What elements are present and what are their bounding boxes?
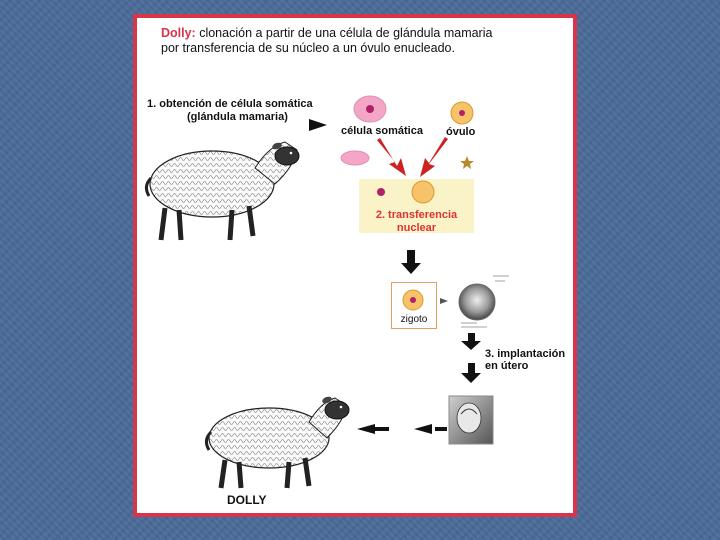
left-arrow-2 [357, 424, 375, 434]
step3-label: 3. implantación [485, 348, 566, 360]
removed-nucleus-icon [460, 156, 474, 169]
zygote-nucleus [410, 297, 416, 303]
somatic-cell-enucleated [341, 151, 369, 165]
donor-sheep-illustration [146, 141, 299, 240]
small-arrow [440, 298, 448, 304]
step3-sublabel: en útero [485, 360, 529, 372]
embryo-micrograph [459, 284, 495, 320]
somatic-nucleus [366, 105, 374, 113]
enucleated-ovule [412, 181, 434, 203]
ovule-nucleus [459, 110, 465, 116]
needle-arrow-right [420, 137, 448, 177]
diagram-graphics [137, 18, 573, 513]
step2-label: 2. transferencia [375, 209, 458, 221]
step2-sublabel: nuclear [396, 222, 437, 234]
title-line-1-text: clonación a partir de una célula de glándula mamaria [195, 26, 493, 40]
down-arrow-3 [461, 363, 481, 383]
diagram-panel [133, 14, 577, 517]
down-arrow-2 [461, 333, 481, 350]
title-line-2: por transferencia de su núcleo a un óvulo enucleado. [161, 41, 455, 55]
step1-arrow [309, 119, 327, 131]
left-arrow-1 [414, 424, 432, 434]
needle-arrow-left [377, 138, 406, 176]
ovule-label: óvulo [446, 126, 476, 138]
title-keyword: Dolly: [161, 26, 196, 40]
zygote-label: zigoto [400, 314, 428, 325]
somatic-cell-label: célula somática [341, 125, 423, 137]
step1-sublabel: (glándula mamaria) [187, 111, 288, 123]
transfer-nucleus [377, 188, 385, 196]
step1-label: 1. obtención de célula somática [147, 98, 313, 110]
dolly-sheep-illustration [206, 395, 349, 488]
down-arrow-1 [401, 250, 421, 274]
dolly-label: DOLLY [227, 493, 267, 507]
